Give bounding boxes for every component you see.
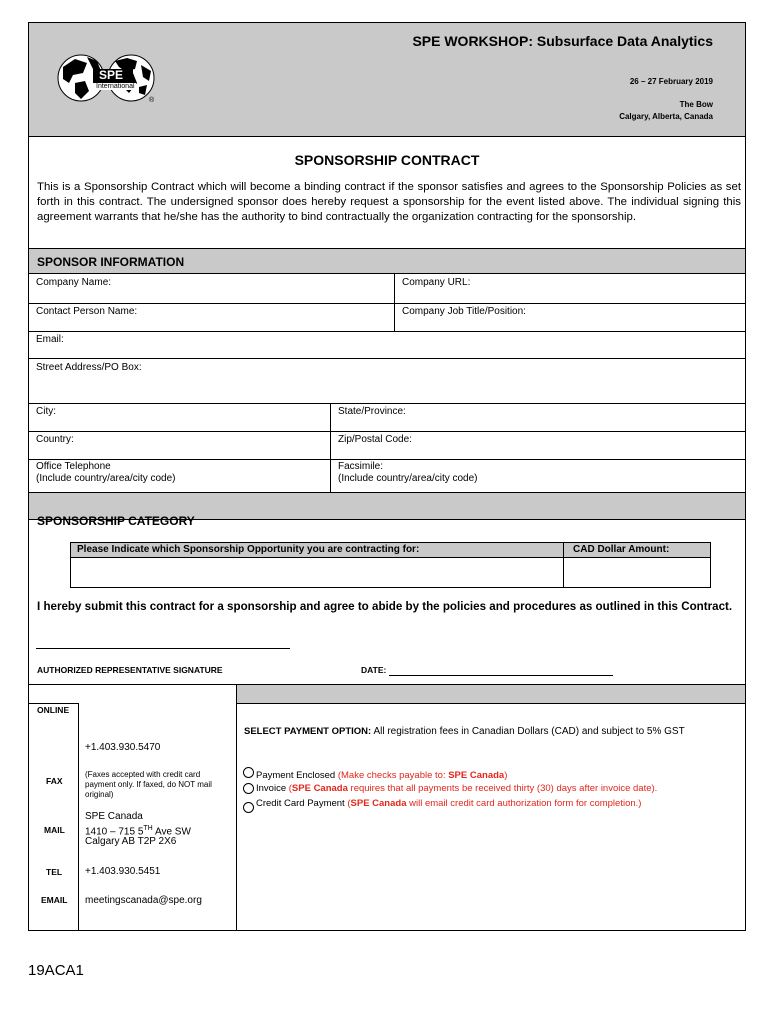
divider: [78, 703, 79, 931]
sponsor-info-heading: SPONSOR INFORMATION: [29, 248, 745, 274]
company-url-label: Company URL:: [402, 277, 471, 288]
email-address[interactable]: meetingscanada@spe.org: [85, 895, 202, 906]
opt2-label: Invoice: [256, 783, 289, 794]
email-method-label: EMAIL: [41, 895, 68, 905]
company-name-label: Company Name:: [36, 277, 112, 288]
office-tel-label: Office Telephone: [36, 461, 111, 472]
sponsorship-category-heading: [29, 492, 745, 528]
fax-method-label: FAX: [46, 776, 63, 786]
mail-line-2-b: Ave SW: [152, 826, 191, 838]
date-field[interactable]: [389, 660, 613, 676]
fax-note: (Include country/area/city code): [338, 473, 478, 484]
contact-person-field[interactable]: [29, 304, 394, 331]
logo-registered-mark: ®: [149, 97, 155, 104]
event-location: Calgary, Alberta, Canada: [619, 112, 713, 121]
office-tel-note: (Include country/area/city code): [36, 473, 176, 484]
opt2-note-a: (: [288, 783, 292, 794]
credit-card-radio[interactable]: [243, 802, 254, 813]
fax-method-note: (Faxes accepted with credit card payment only. If faxed, do NOT mail original): [85, 770, 212, 799]
opt3-note-c: will email credit card authorization form for completion.): [406, 798, 642, 809]
opt1-label: Payment Enclosed: [256, 770, 338, 781]
payment-band: [236, 685, 745, 704]
zip-field[interactable]: [331, 432, 745, 459]
signature-label: AUTHORIZED REPRESENTATIVE SIGNATURE: [37, 665, 223, 675]
opt3-label: Credit Card Payment: [256, 798, 348, 809]
city-field[interactable]: [29, 404, 330, 431]
divider: [29, 703, 79, 704]
mail-line-2-a: 1410 – 715 5: [85, 826, 144, 838]
payment-heading-rest: All registration fees in Canadian Dollars (CAD) and subject to 5% GST: [371, 726, 685, 737]
event-venue: The Bow: [679, 100, 713, 109]
logo-subtext: International: [96, 83, 135, 90]
category-table: [70, 542, 711, 588]
city-label: City:: [36, 406, 56, 417]
opt2-note-b: SPE Canada: [291, 783, 348, 794]
opt1-note-c: ): [504, 770, 508, 781]
invoice-option: [256, 782, 657, 795]
fax-number: +1.403.930.5470: [85, 742, 161, 753]
street-field[interactable]: [29, 359, 745, 403]
form-code: 19ACA1: [28, 962, 84, 979]
country-field[interactable]: [29, 432, 330, 459]
header-band: [29, 23, 745, 137]
opt1-note-b: SPE Canada: [448, 770, 505, 781]
opportunity-column-header: Please Indicate which Sponsorship Opportunity you are contracting for:: [77, 544, 420, 555]
job-title-field[interactable]: [395, 304, 745, 331]
agreement-statement: I hereby submit this contract for a sponsorship and agree to abide by the policies and procedures as outlined in this Contract.: [37, 600, 733, 613]
mail-line-3: Calgary AB T2P 2X6: [85, 836, 177, 847]
fax-label: Facsimile:: [338, 461, 384, 472]
office-tel-field[interactable]: [29, 460, 330, 492]
opt2-note-c: requires that all payments be received thirty (30) days after invoice date).: [347, 783, 658, 794]
signature-field[interactable]: [36, 630, 290, 649]
email-field[interactable]: [29, 332, 745, 358]
tel-method-label: TEL: [46, 867, 63, 877]
payment-heading-bold: SELECT PAYMENT OPTION:: [244, 726, 372, 737]
contract-intro: This is a Sponsorship Contract which will become a binding contract if the sponsor satisfies and agrees to the Sponsorship Policies as set forth in this contract. The undersigned sponsor does hereby request a sponsorship for the event listed above. The individual signing this agreement warrants that he/she has the authority to bind contractually the organization contracting for the sponsorship.: [37, 181, 741, 223]
payment-enclosed-radio[interactable]: [243, 767, 254, 778]
spe-logo: [57, 53, 157, 105]
mail-line-2-sup: TH: [143, 825, 153, 832]
opt1-note-a: (Make checks payable to:: [337, 770, 449, 781]
amount-column-header: CAD Dollar Amount:: [573, 544, 670, 555]
job-title-label: Company Job Title/Position:: [402, 306, 526, 317]
event-title: SPE WORKSHOP: Subsurface Data Analytics: [412, 33, 713, 49]
mail-method-label: MAIL: [44, 825, 65, 835]
payment-enclosed-option: [256, 769, 507, 782]
country-label: Country:: [36, 434, 74, 445]
opt3-note-b: SPE Canada: [350, 798, 407, 809]
contact-person-label: Contact Person Name:: [36, 306, 138, 317]
state-label: State/Province:: [338, 406, 406, 417]
state-field[interactable]: [331, 404, 745, 431]
company-name-field[interactable]: [29, 274, 394, 303]
mail-line-1: SPE Canada: [85, 811, 143, 822]
opt3-note-a: (: [347, 798, 351, 809]
invoice-radio[interactable]: [243, 783, 254, 794]
credit-card-option: [256, 797, 641, 810]
logo-text: SPE: [99, 68, 124, 82]
amount-field[interactable]: [564, 558, 710, 587]
fax-field[interactable]: [331, 460, 745, 492]
zip-label: Zip/Postal Code:: [338, 434, 412, 445]
opportunity-field[interactable]: [71, 558, 563, 587]
payment-heading: [244, 726, 685, 737]
contract-title: SPONSORSHIP CONTRACT: [294, 152, 480, 168]
tel-number: +1.403.930.5451: [85, 866, 161, 877]
sponsorship-category-title: SPONSORSHIP CATEGORY: [37, 514, 195, 528]
divider: [236, 685, 237, 931]
company-url-field[interactable]: [395, 274, 745, 303]
email-label: Email:: [36, 334, 64, 345]
event-dates: 26 – 27 February 2019: [629, 77, 713, 86]
street-label: Street Address/PO Box:: [36, 362, 142, 373]
date-label: DATE:: [361, 665, 387, 675]
online-label: ONLINE: [37, 705, 70, 715]
